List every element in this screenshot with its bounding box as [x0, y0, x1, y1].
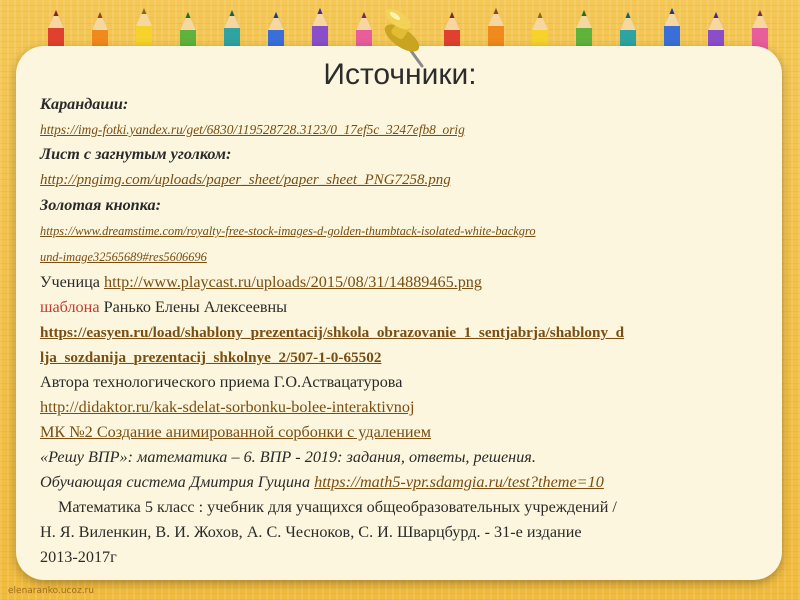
tack-source-link-line1[interactable]: https://www.dreamstime.com/royalty-free-stock-images-d-golden-thumbtack-isolated-white-backgro: [40, 224, 536, 238]
book-line3: 2013-2017г: [40, 548, 117, 566]
tack-source-link-line2[interactable]: und-image32565689#res5606696: [40, 250, 207, 264]
pupil-prefix: Ученица: [40, 273, 105, 291]
template-author: Ранько Елены Алексеевны: [99, 298, 288, 316]
pupil-source-link[interactable]: http://www.playcast.ru/uploads/2015/08/31/14889465.png: [104, 273, 482, 291]
tack-label: Золотая кнопка:: [40, 196, 161, 214]
mk-link[interactable]: МК №2 Создание анимированной сорбонки с удалением: [40, 423, 431, 441]
site-watermark: elenaranko.ucoz.ru: [8, 586, 94, 596]
technique-text: Автора технологического приема Г.О.Аствацатурова: [40, 373, 403, 391]
template-source-link-line2[interactable]: lja_sozdanija_prezentacij_shkolnye_2/507-1-0-65502: [40, 349, 382, 366]
template-source-link-line1[interactable]: https://easyen.ru/load/shablony_prezentacij/shkola_obrazovanie_1_sentjabrja/shablony_d: [40, 324, 625, 341]
vpr-system-text: Обучающая система Дмитрия Гущина: [40, 473, 315, 491]
vpr-line2: [40, 470, 765, 495]
book-line1: Математика 5 класс : учебник для учащихся общеобразовательных учреждений /: [58, 498, 617, 516]
pencils-label: Карандаши:: [40, 95, 129, 113]
template-prefix: шаблона: [40, 298, 100, 316]
technique-source-link[interactable]: http://didaktor.ru/kak-sdelat-sorbonku-bolee-interaktivnoj: [40, 398, 415, 416]
sources-list: [40, 92, 765, 570]
sheet-source-link[interactable]: http://pngimg.com/uploads/paper_sheet/paper_sheet_PNG7258.png: [40, 172, 451, 188]
sheet-label: Лист с загнутым уголком:: [40, 145, 232, 163]
pencils-source-link[interactable]: https://img-fotki.yandex.ru/get/6830/119528728.3123/0_17ef5c_3247efb8_orig: [40, 122, 465, 137]
page-title: Источники:: [323, 58, 477, 91]
book-line2: Н. Я. Виленкин, В. И. Жохов, А. С. Чесноков, С. И. Шварцбурд. - 31-е издание: [40, 523, 582, 541]
vpr-line1: «Решу ВПР»: математика – 6. ВПР - 2019: задания, ответы, решения.: [40, 448, 536, 466]
template-row: [40, 295, 765, 320]
pupil-row: [40, 270, 765, 295]
vpr-source-link[interactable]: https://math5-vpr.sdamgia.ru/test?theme=10: [314, 473, 604, 491]
